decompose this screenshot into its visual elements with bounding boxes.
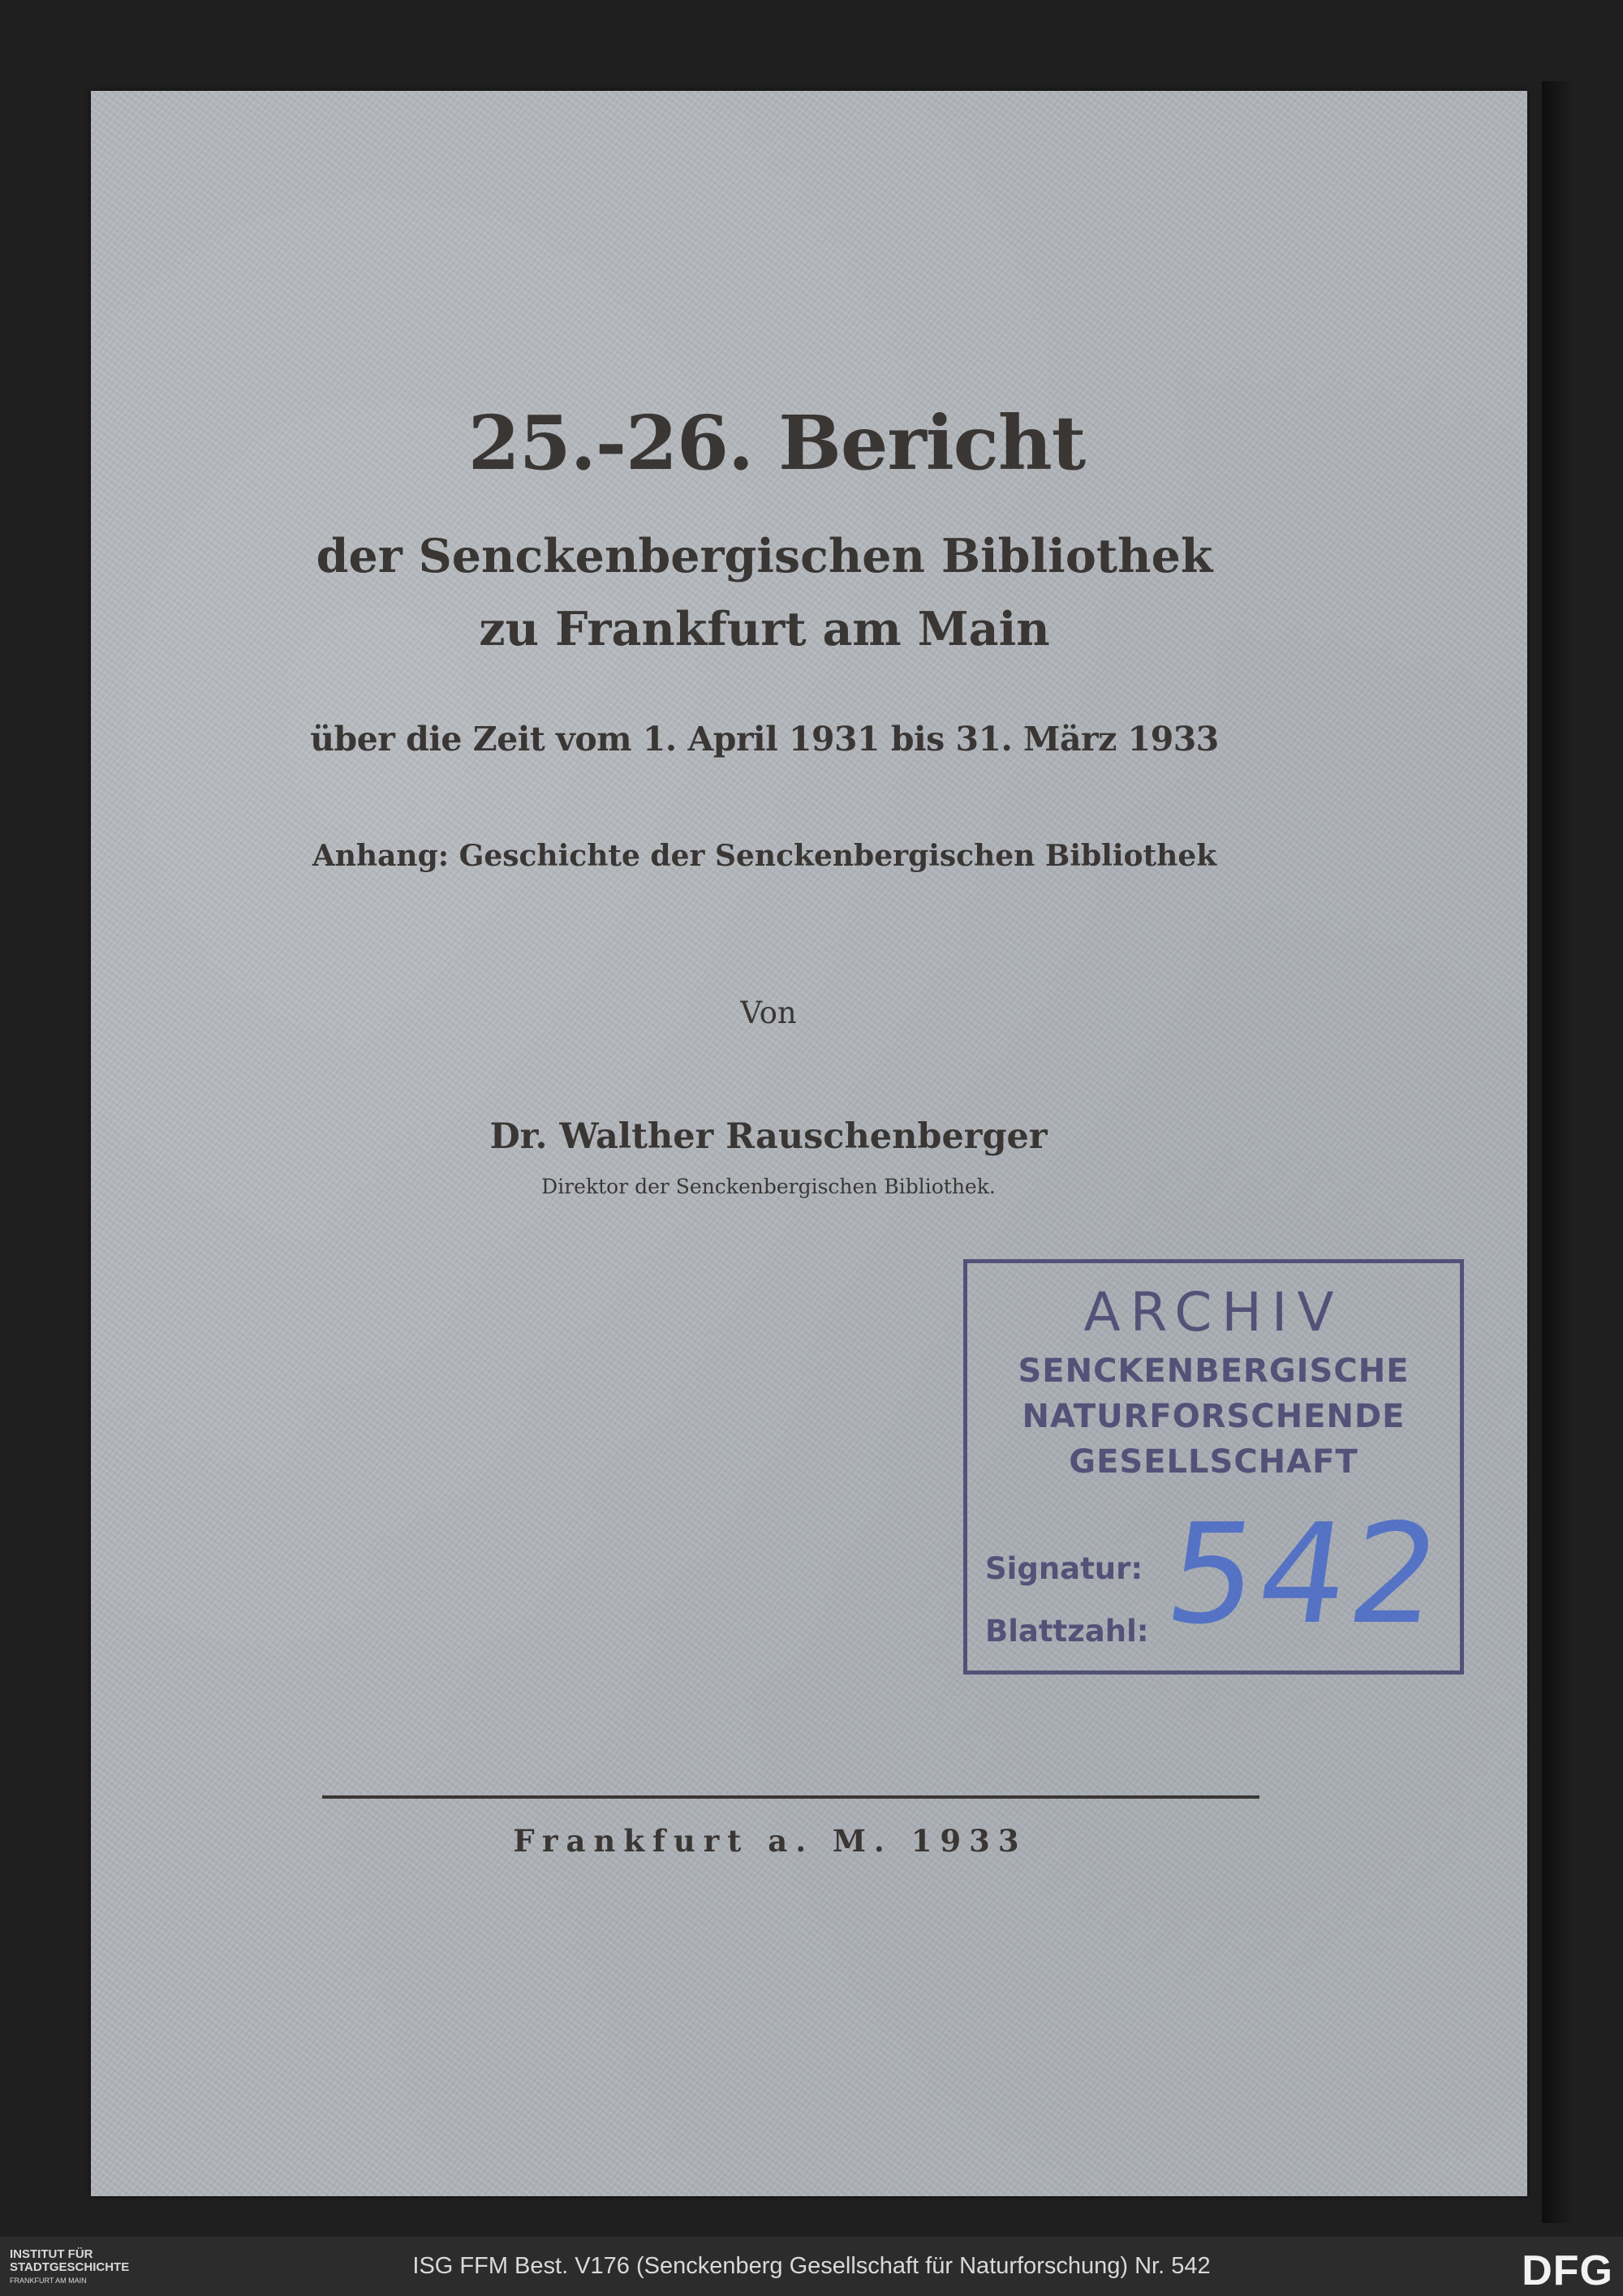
document-title: 25.-26. Bericht [467,399,1086,487]
footer-caption: ISG FFM Best. V176 (Senckenberg Gesellschaft für Naturforschung) Nr. 542 [412,2253,1211,2279]
author-name: Dr. Walther Rauschenberger [489,1116,1048,1157]
institute-line3: FRANKFURT AM MAIN [10,2277,87,2285]
place-and-year: Frankfurt a. M. 1933 [513,1823,1027,1859]
document-period: über die Zeit vom 1. April 1931 bis 31. März 1933 [310,720,1219,759]
author-role: Direktor der Senckenbergischen Bibliothek. [541,1175,996,1198]
institute-line2: STADTGESCHICHTE [10,2260,130,2274]
stamp-blattzahl-label: Blattzahl: [985,1614,1149,1649]
document-subtitle-line1: der Senckenbergischen Bibliothek [316,529,1213,583]
divider-rule [322,1795,1259,1799]
institute-line1: INSTITUT FÜR [10,2247,93,2261]
stamp-heading: ARCHIV [1083,1281,1344,1344]
document-cover [91,91,1527,2196]
dfg-logo: DFG [1522,2247,1613,2294]
document-subtitle-line2: zu Frankfurt am Main [479,602,1050,656]
by-label: Von [740,995,797,1030]
stamp-line2: NATURFORSCHENDE [1022,1398,1406,1435]
stamp-line1: SENCKENBERGISCHE [1018,1352,1410,1390]
document-appendix: Anhang: Geschichte der Senckenbergischen Bibliothek [312,839,1217,873]
archive-stamp [963,1259,1464,1675]
handwritten-shelf-number: 542 [1157,1494,1453,1655]
scan-shadow [1542,81,1574,2223]
archive-footer-bar [0,2237,1623,2296]
stamp-signatur-label: Signatur: [985,1551,1143,1586]
stamp-line3: GESELLSCHAFT [1069,1443,1358,1481]
